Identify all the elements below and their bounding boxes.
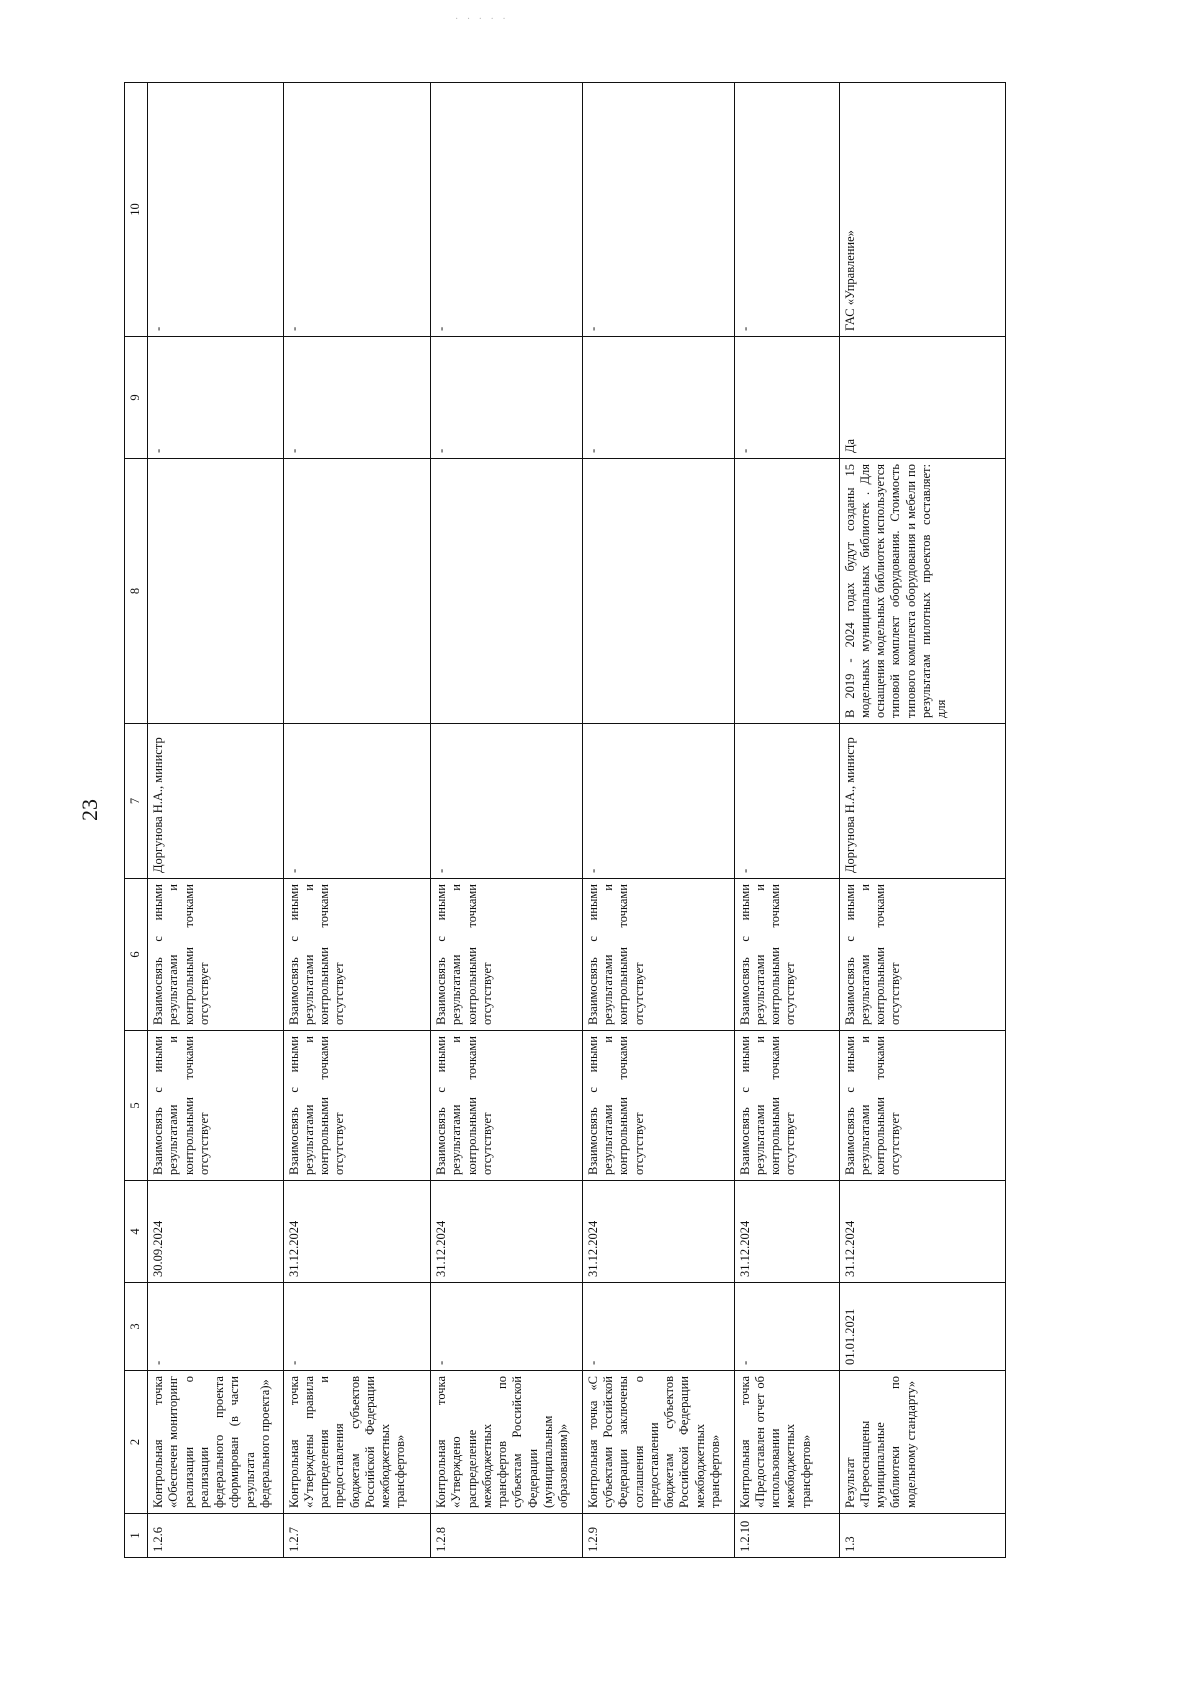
column-header: 3 (125, 1283, 148, 1371)
table-row (148, 83, 284, 1558)
rotated-table-container (124, 83, 1006, 1558)
flag-cell: - (431, 337, 583, 459)
system-cell: - (283, 83, 430, 337)
item-name: Контрольная точка «Обеспечен мониторинг реализации о реализации федерального проекта сформирован (в части результата федерального проекта)» (148, 1371, 284, 1514)
system-cell: - (582, 83, 734, 337)
relation-cell: Взаимосвязь с иными результатами и контрольными точками отсутствует (431, 879, 583, 1031)
table-row (582, 83, 734, 1558)
system-cell: - (431, 83, 583, 337)
row-number: 1.2.6 (148, 1514, 284, 1558)
table-row (734, 83, 839, 1558)
flag-cell: - (582, 337, 734, 459)
flag-cell: - (734, 337, 839, 459)
end-date: 30.09.2024 (148, 1181, 284, 1283)
relation-cell: Взаимосвязь с иными результатами и контрольными точками отсутствует (283, 1031, 430, 1181)
comment-cell (148, 459, 284, 724)
end-date: 31.12.2024 (582, 1181, 734, 1283)
system-cell: - (148, 83, 284, 337)
scan-artifact: · · · · · (455, 14, 509, 25)
table-row (283, 83, 430, 1558)
relation-cell: Взаимосвязь с иными результатами и контрольными точками отсутствует (431, 1031, 583, 1181)
column-header: 5 (125, 1031, 148, 1181)
column-header: 2 (125, 1371, 148, 1514)
comment-cell (431, 459, 583, 724)
end-date: 31.12.2024 (283, 1181, 430, 1283)
row-number: 1.2.9 (582, 1514, 734, 1558)
comment-cell: В 2019 - 2024 годах будут созданы 15 модельных муниципальных библиотек . Для оснащения модельных библиотек используется типовой комплект оборудования. Стоимость типового комплекта оборудования и мебели по результатам пилотных проектов составляет: для (839, 459, 1005, 724)
flag-cell: - (148, 337, 284, 459)
header-row (125, 83, 148, 1558)
column-header: 7 (125, 724, 148, 879)
responsible-cell: - (431, 724, 583, 879)
item-name: Результат «Переоснащены муниципальные библиотеки по модельному стандарту» (839, 1371, 1005, 1514)
item-name: Контрольная точка «Утверждено распределение межбюджетных трансфертов по субъектам Российской Федерации (муниципальным образованиям)» (431, 1371, 583, 1514)
end-date: 31.12.2024 (734, 1181, 839, 1283)
table-row (431, 83, 583, 1558)
relation-cell: Взаимосвязь с иными результатами и контрольными точками отсутствует (839, 1031, 1005, 1181)
comment-cell (283, 459, 430, 724)
start-date: - (283, 1283, 430, 1371)
column-header: 4 (125, 1181, 148, 1283)
responsible-cell: - (582, 724, 734, 879)
responsible-cell: - (734, 724, 839, 879)
end-date: 31.12.2024 (839, 1181, 1005, 1283)
table-row (839, 83, 1005, 1558)
column-header: 8 (125, 459, 148, 724)
relation-cell: Взаимосвязь с иными результатами и контрольными точками отсутствует (582, 879, 734, 1031)
responsible-cell: Доргунова Н.А., министр (148, 724, 284, 879)
column-header: 9 (125, 337, 148, 459)
responsible-cell: - (283, 724, 430, 879)
system-cell: - (734, 83, 839, 337)
start-date: - (734, 1283, 839, 1371)
relation-cell: Взаимосвязь с иными результатами и контрольными точками отсутствует (839, 879, 1005, 1031)
item-name: Контрольная точка «Утверждены правила распределения и предоставления бюджетам субъектов Российской Федерации межбюджетных трансфертов» (283, 1371, 430, 1514)
relation-cell: Взаимосвязь с иными результатами и контрольными точками отсутствует (734, 1031, 839, 1181)
row-number: 1.2.8 (431, 1514, 583, 1558)
comment-cell (734, 459, 839, 724)
column-header: 1 (125, 1514, 148, 1558)
start-date: - (431, 1283, 583, 1371)
start-date: - (148, 1283, 284, 1371)
flag-cell: - (283, 337, 430, 459)
item-name: Контрольная точка «С субъектами Российской Федерации заключены соглашения о предоставлении бюджетам субъектов Российской Федерации межбюджетных трансфертов» (582, 1371, 734, 1514)
column-header: 6 (125, 879, 148, 1031)
comment-cell (582, 459, 734, 724)
start-date: 01.01.2021 (839, 1283, 1005, 1371)
row-number: 1.3 (839, 1514, 1005, 1558)
relation-cell: Взаимосвязь с иными результатами и контрольными точками отсутствует (734, 879, 839, 1031)
results-table (124, 82, 1006, 1558)
row-number: 1.2.10 (734, 1514, 839, 1558)
relation-cell: Взаимосвязь с иными результатами и контрольными точками отсутствует (582, 1031, 734, 1181)
flag-cell: Да (839, 337, 1005, 459)
relation-cell: Взаимосвязь с иными результатами и контрольными точками отсутствует (148, 879, 284, 1031)
item-name: Контрольная точка «Предоставлен отчет об использовании межбюджетных трансфертов» (734, 1371, 839, 1514)
relation-cell: Взаимосвязь с иными результатами и контрольными точками отсутствует (148, 1031, 284, 1181)
relation-cell: Взаимосвязь с иными результатами и контрольными точками отсутствует (283, 879, 430, 1031)
column-header: 10 (125, 83, 148, 337)
row-number: 1.2.7 (283, 1514, 430, 1558)
page-number: 23 (77, 799, 102, 821)
responsible-cell: Доргунова Н.А., министр (839, 724, 1005, 879)
start-date: - (582, 1283, 734, 1371)
system-cell: ГАС «Управление» (839, 83, 1005, 337)
end-date: 31.12.2024 (431, 1181, 583, 1283)
